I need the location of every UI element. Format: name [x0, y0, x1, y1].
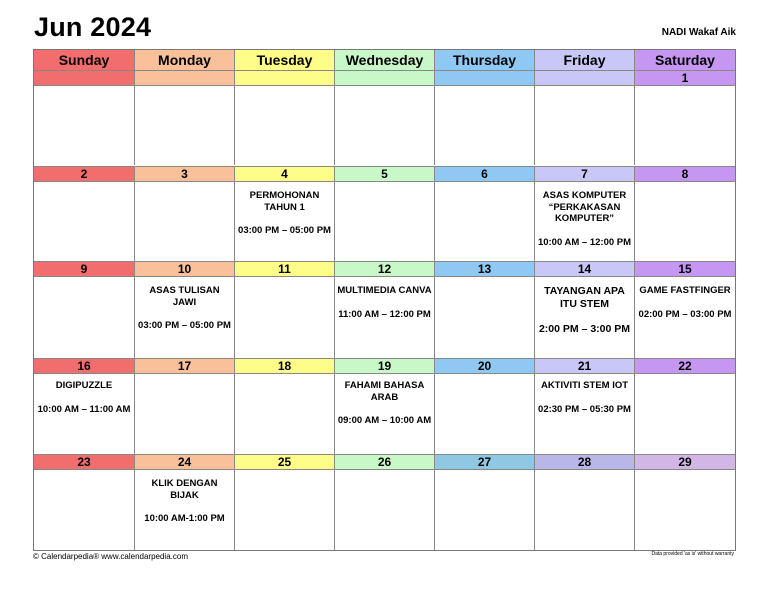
day-cell: [34, 166, 135, 261]
calendar-event: [335, 285, 434, 320]
day-number: 19: [335, 358, 434, 374]
event-title: FAHAMI BAHASA ARAB: [344, 380, 425, 403]
calendar-event: [535, 380, 634, 415]
calendar-event: [135, 478, 234, 525]
week-row: [34, 358, 735, 454]
event-time: 2:00 PM – 3:00 PM: [538, 323, 631, 335]
event-title: ASAS TULISAN JAWI: [149, 285, 220, 308]
event-title: PERMOHONAN TAHUN 1: [249, 190, 320, 213]
day-number: 6: [435, 166, 534, 182]
event-time: 10:00 AM – 11:00 AM: [37, 403, 131, 415]
day-cell: [34, 454, 135, 550]
day-number: 17: [135, 358, 234, 374]
day-cell: [235, 454, 335, 550]
day-cell: [435, 70, 535, 165]
day-number: 28: [535, 454, 634, 470]
event-title: ASAS KOMPUTER “PERKAKASAN KOMPUTER”: [542, 190, 627, 224]
day-cell: [335, 454, 435, 550]
day-number: 23: [34, 454, 134, 470]
day-cell: [535, 70, 635, 165]
day-number: 25: [235, 454, 334, 470]
day-number: 5: [335, 166, 434, 182]
day-number: 1: [635, 70, 735, 86]
day-cell: [135, 261, 235, 358]
calendar-event: [335, 380, 434, 427]
day-cell: [335, 70, 435, 165]
day-number: 9: [34, 261, 134, 277]
day-cell: [635, 166, 735, 261]
day-cell: [335, 166, 435, 261]
event-title: DIGIPUZZLE: [55, 380, 113, 391]
day-cell: [535, 358, 635, 454]
day-cell: [135, 166, 235, 261]
day-number: [135, 70, 234, 86]
day-number: 3: [135, 166, 234, 182]
event-title: KLIK DENGAN BIJAK: [151, 478, 218, 501]
day-cell: [34, 70, 135, 165]
day-cell: [235, 261, 335, 358]
day-cell: [335, 261, 435, 358]
week-row: [34, 261, 735, 358]
event-title: GAME FASTFINGER: [639, 285, 731, 296]
day-number: 27: [435, 454, 534, 470]
day-cell: [435, 261, 535, 358]
day-cell: [34, 358, 135, 454]
day-cell: [435, 166, 535, 261]
calendar-event: [535, 285, 634, 336]
day-number: 14: [535, 261, 634, 277]
day-cell: [135, 454, 235, 550]
calendar-grid: [33, 49, 736, 551]
event-time: 10:00 AM – 12:00 PM: [537, 236, 632, 248]
page-title: Jun 2024: [34, 12, 152, 42]
day-cell: [635, 454, 735, 550]
organization-label: NADI Wakaf Aik: [661, 27, 736, 38]
week-row: [34, 70, 735, 165]
day-number: 2: [34, 166, 134, 182]
weekday-header: Sunday: [34, 50, 135, 70]
calendar-event: [235, 190, 334, 237]
day-number: [34, 70, 134, 86]
day-number: 11: [235, 261, 334, 277]
day-number: [435, 70, 534, 86]
day-number: 8: [635, 166, 735, 182]
weekday-header: Wednesday: [335, 50, 435, 70]
day-number: [535, 70, 634, 86]
day-number: 13: [435, 261, 534, 277]
weekday-header: Thursday: [435, 50, 535, 70]
event-time: 11:00 AM – 12:00 PM: [338, 308, 431, 320]
day-cell: [535, 261, 635, 358]
day-cell: [335, 358, 435, 454]
calendar-event: [635, 285, 735, 320]
calendar-event: [535, 190, 634, 248]
calendar-event: [135, 285, 234, 332]
day-number: 7: [535, 166, 634, 182]
event-time: 02:00 PM – 03:00 PM: [638, 308, 732, 320]
day-cell: [635, 358, 735, 454]
weekday-header: Tuesday: [235, 50, 335, 70]
event-title: TAYANGAN APA ITU STEM: [544, 285, 625, 310]
event-time: 10:00 AM-1:00 PM: [144, 513, 225, 524]
calendar-event: [34, 380, 134, 415]
event-time: 03:00 PM – 05:00 PM: [138, 320, 231, 331]
day-cell: [135, 70, 235, 165]
day-number: 10: [135, 261, 234, 277]
day-cell: [235, 166, 335, 261]
day-cell: [135, 358, 235, 454]
day-number: 20: [435, 358, 534, 374]
day-number: 18: [235, 358, 334, 374]
day-number: 16: [34, 358, 134, 374]
event-time: 09:00 AM – 10:00 AM: [337, 415, 432, 426]
event-time: 02:30 PM – 05:30 PM: [538, 403, 631, 415]
day-cell: [34, 261, 135, 358]
day-cell: [435, 454, 535, 550]
footer-credit: © Calendarpedia® www.calendarpedia.com: [33, 552, 188, 561]
day-cell: [535, 166, 635, 261]
day-cell: [235, 70, 335, 165]
day-number: 29: [635, 454, 735, 470]
event-time: 03:00 PM – 05:00 PM: [238, 225, 331, 236]
day-cell: [235, 358, 335, 454]
day-number: 21: [535, 358, 634, 374]
day-number: [335, 70, 434, 86]
weekday-header: Saturday: [635, 50, 735, 70]
weekday-header: Monday: [135, 50, 235, 70]
day-number: [235, 70, 334, 86]
day-number: 15: [635, 261, 735, 277]
week-row: [34, 454, 735, 550]
day-number: 22: [635, 358, 735, 374]
weekday-header-row: [34, 50, 735, 70]
event-title: AKTIVITI STEM IOT: [540, 380, 629, 391]
week-row: [34, 166, 735, 261]
day-number: 12: [335, 261, 434, 277]
day-cell: [535, 454, 635, 550]
day-number: 26: [335, 454, 434, 470]
event-title: MULTIMEDIA CANVA: [337, 285, 432, 296]
day-number: 24: [135, 454, 234, 470]
day-cell: [635, 261, 735, 358]
weekday-header: Friday: [535, 50, 635, 70]
footer-disclaimer: Data provided 'as is' without warranty: [651, 551, 734, 557]
day-cell: [435, 358, 535, 454]
day-number: 4: [235, 166, 334, 182]
day-cell: [635, 70, 735, 165]
